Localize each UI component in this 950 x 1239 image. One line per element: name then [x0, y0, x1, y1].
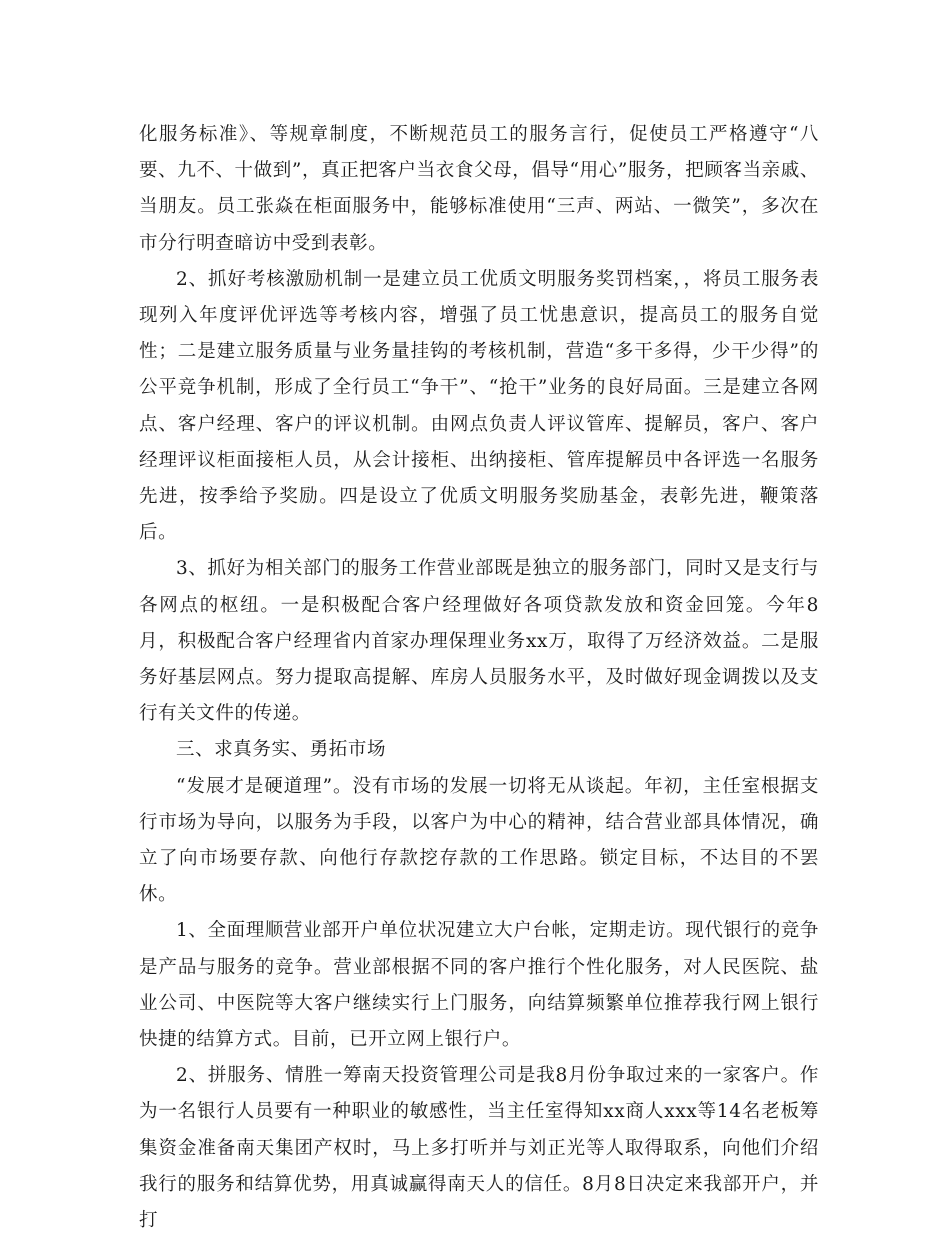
paragraph-client-accounts: 1、全面理顺营业部开户单位状况建立大户台帐，定期走访。现代银行的竞争是产品与服务的竞争。营业部根据不同的客户推行个性化服务，对人民医院、盐业公司、中医院等大客户继续实行上门服务，向结算频繁单位推荐我行网上银行快捷的结算方式。目前，已开立网上银行户。 — [139, 920, 819, 1051]
paragraph-service-competition: 2、拼服务、情胜一筹南天投资管理公司是我8月份争取过来的一家客户。作为一名银行人员要有一种职业的敏感性，当主任室得知xx商人xxx等14名老板筹集资金准备南天集团产权时，马上多打听并与刘正光等人取得取系，向他们介绍我行的服务和结算优势，用真诚赢得南天人的信任。8月8日决定来我部开户，并打 — [139, 1065, 819, 1232]
paragraph-assessment-incentive: 2、抓好考核激励机制一是建立员工优质文明服务奖罚档案，，将员工服务表现列入年度评优评选等考核内容，增强了员工忧患意识，提高员工的服务自觉性；二是建立服务质量与业务量挂钩的考核机制，营造“多干多得，少干少得”的公平竞争机制，形成了全行员工“争干”、“抢干”业务的良好局面。三是建立各网点、客户经理、客户的评议机制。由网点负责人评议管库、提解员，客户、客户经理评议柜面接柜人员，从会计接柜、出纳接柜、管库提解员中各评选一名服务先进，按季给予奖励。四是设立了优质文明服务奖励基金，表彰先进，鞭策落后。 — [139, 268, 819, 544]
paragraph-development: “发展才是硬道理”。没有市场的发展一切将无从谈起。年初，主任室根据支行市场为导向，以服务为手段，以客户为中心的精神，结合营业部具体情况，确立了向市场要存款、向他行存款挖存款的工作思路。锁定目标，不达目的不罢休。 — [139, 775, 819, 906]
document-body — [139, 117, 819, 1239]
section-heading-market: 三、求真务实、勇拓市场 — [176, 739, 387, 761]
paragraph-department-service: 3、抓好为相关部门的服务工作营业部既是独立的服务部门，同时又是支行与各网点的枢纽。一是积极配合客户经理做好各项贷款发放和资金回笼。今年8月，积极配合客户经理省内首家办理保理业务xx万，取得了万经济效益。二是服务好基层网点。努力提取高提解、库房人员服务水平，及时做好现金调拨以及支行有关文件的传递。 — [139, 558, 819, 725]
paragraph-continued: 化服务标准》、等规章制度，不断规范员工的服务言行，促使员工严格遵守“八要、九不、十做到”，真正把客户当衣食父母，倡导“用心”服务，把顾客当亲戚、当朋友。员工张焱在柜面服务中，能够标准使用“三声、两站、一微笑”，多次在市分行明查暗访中受到表彰。 — [139, 124, 819, 254]
